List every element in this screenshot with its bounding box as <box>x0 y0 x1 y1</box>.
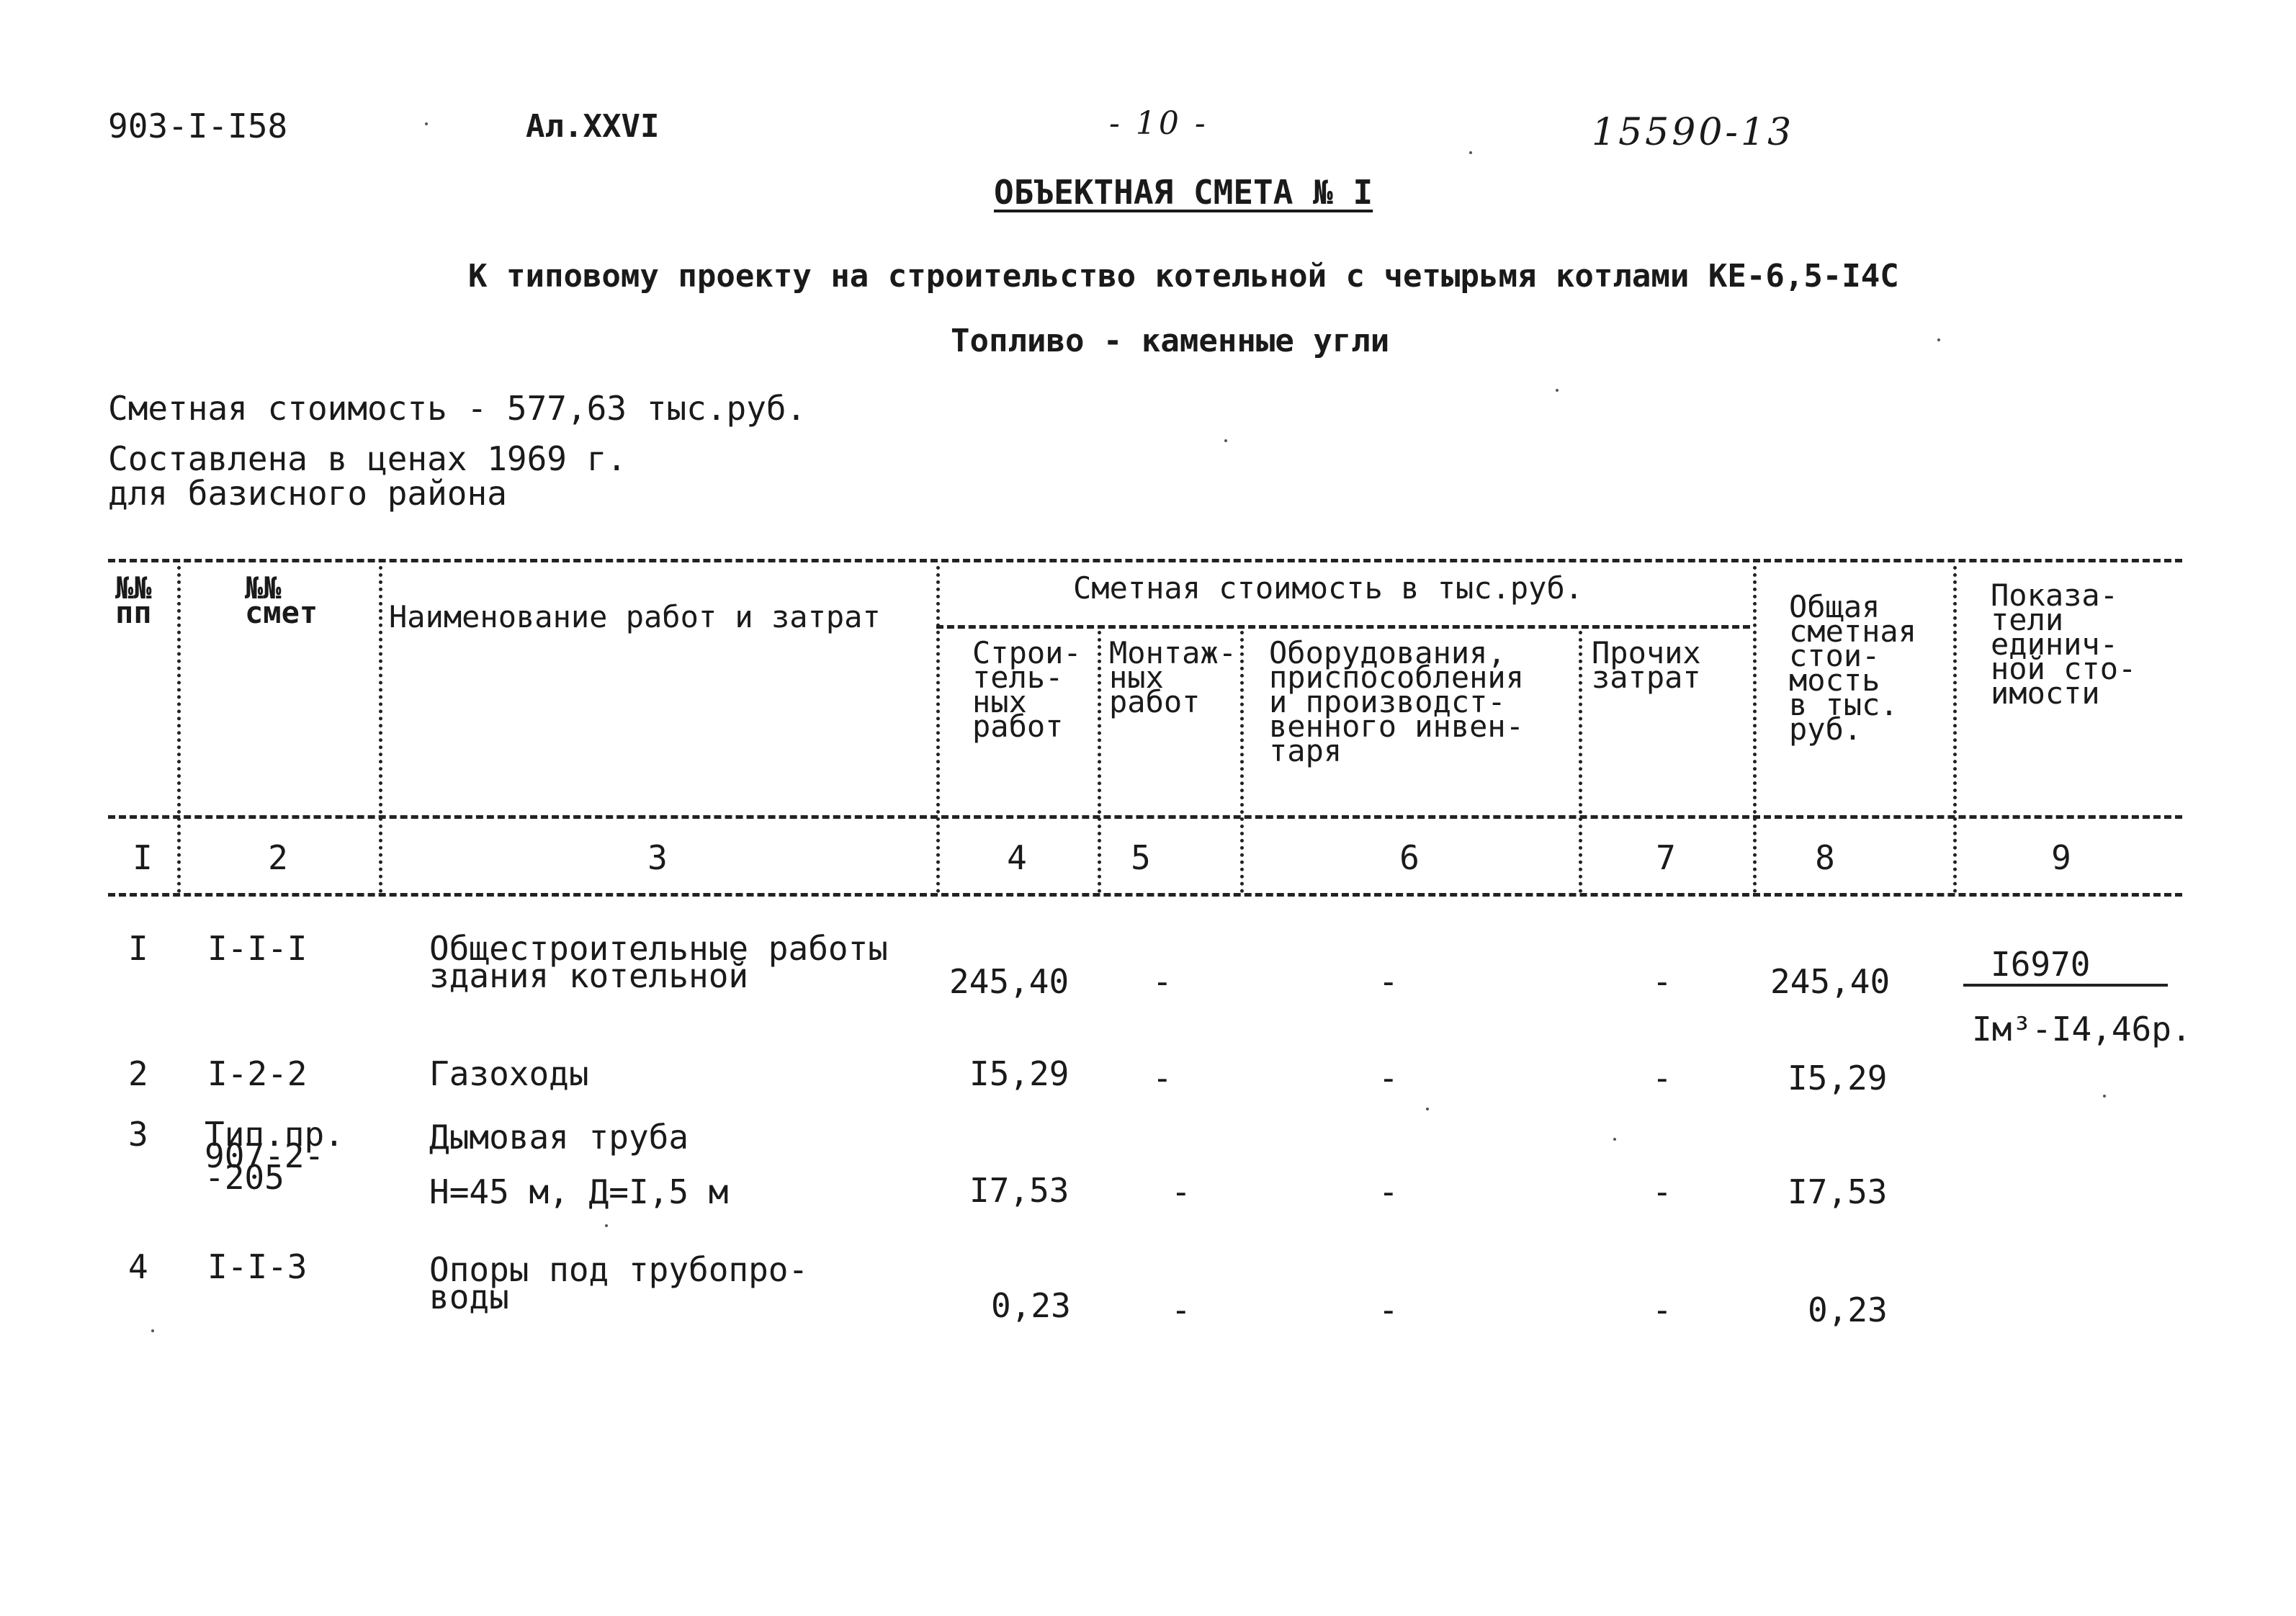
table-top-rule <box>108 559 2182 562</box>
work-name: Общестроительные работы здания котельной <box>429 929 888 995</box>
header-installation: Монтаж- ных работ <box>1109 635 1237 719</box>
estimate-number: Тип.пр. 907-2- -205 <box>205 1115 344 1197</box>
header-cost-group: Сметная стоимость в тыс.руб. <box>1073 570 1584 606</box>
estimate-number: I-I-3 <box>207 1247 308 1286</box>
scan-speck <box>1937 338 1940 341</box>
total-cost: 245,40 <box>1770 962 1891 1001</box>
header-indicators: Показа- тели единич- ной сто- имости <box>1991 578 2137 711</box>
work-name: Газоходы <box>429 1054 589 1093</box>
header-bottom-rule <box>108 815 2182 819</box>
indicator-fraction-line <box>1963 984 2168 987</box>
other-cost: - <box>1652 1059 1672 1097</box>
col-number-2: 2 <box>268 838 288 877</box>
handwritten-code: 15590-13 <box>1592 111 1795 154</box>
other-cost: - <box>1652 1172 1672 1211</box>
scan-speck <box>1426 1108 1429 1110</box>
scan-speck <box>605 1224 608 1227</box>
other-cost: - <box>1652 1290 1672 1329</box>
group-header-rule <box>936 625 1750 629</box>
col-number-3: 3 <box>647 838 668 877</box>
subtitle: К типовому проекту на строительство котельной с четырьмя котлами КЕ-6,5-I4С <box>468 258 1899 295</box>
header-equipment: Оборудования, приспособления и производст- венного инвен- таря <box>1269 635 1525 768</box>
installation-cost: - <box>1171 1290 1191 1329</box>
col-number-1: I <box>133 838 153 877</box>
header-total: Общая сметная стои- мость в тыс. руб. <box>1789 589 1917 747</box>
estimate-number: I-2-2 <box>207 1054 308 1093</box>
row-number: 2 <box>128 1054 148 1093</box>
column-number-rule <box>108 893 2182 897</box>
page-title: ОБЪЕКТНАЯ СМЕТА № I <box>994 173 1373 212</box>
col-number-5: 5 <box>1131 838 1151 877</box>
scan-speck <box>151 1329 154 1332</box>
work-name: Дымовая труба <box>429 1118 689 1157</box>
scan-speck <box>1469 151 1472 154</box>
equipment-cost: - <box>1378 962 1399 1001</box>
total-cost: I7,53 <box>1788 1172 1888 1211</box>
row-number: 3 <box>128 1115 148 1154</box>
row-number: I <box>128 929 148 968</box>
scan-speck <box>1224 439 1227 442</box>
equipment-cost: - <box>1378 1059 1399 1097</box>
document-code: 903-I-I58 <box>108 107 288 145</box>
col-number-8: 8 <box>1815 838 1835 877</box>
estimated-cost: Сметная стоимость - 577,63 тыс.руб. <box>108 389 807 428</box>
scan-speck <box>425 122 428 125</box>
equipment-cost: - <box>1378 1172 1399 1211</box>
header-other: Прочих затрат <box>1592 635 1701 695</box>
row-number: 4 <box>128 1247 148 1286</box>
other-cost: - <box>1652 962 1672 1001</box>
header-row-number: №№ пп <box>115 570 152 630</box>
header-work-name: Наименование работ и затрат <box>389 599 881 634</box>
total-cost: 0,23 <box>1808 1290 1888 1329</box>
total-cost: I5,29 <box>1788 1059 1888 1097</box>
col-number-4: 4 <box>1007 838 1027 877</box>
fuel-line: Топливо - каменные угли <box>951 323 1390 359</box>
construction-cost: I5,29 <box>969 1054 1069 1093</box>
region: для базисного района <box>108 474 507 513</box>
construction-cost: I7,53 <box>969 1171 1069 1210</box>
indicator-unit-cost: Iм³-I4,46р. <box>1972 1010 2192 1049</box>
installation-cost: - <box>1152 1059 1172 1097</box>
construction-cost: 245,40 <box>949 962 1069 1001</box>
col-number-6: 6 <box>1399 838 1420 877</box>
page-number: - 10 - <box>1109 105 1208 142</box>
estimate-number: I-I-I <box>207 929 308 968</box>
album-number: Ал.XXVI <box>526 108 660 145</box>
work-name: Опоры под трубопро- воды <box>429 1250 809 1316</box>
installation-cost: - <box>1171 1172 1191 1211</box>
indicator-volume: I6970 <box>1991 945 2091 984</box>
installation-cost: - <box>1152 962 1172 1001</box>
header-construction: Строи- тель- ных работ <box>972 635 1082 744</box>
work-name-detail: Н=45 м, Д=I,5 м <box>429 1172 729 1211</box>
price-year: Составлена в ценах 1969 г. <box>108 439 627 478</box>
scan-speck <box>2103 1095 2106 1097</box>
equipment-cost: - <box>1378 1290 1399 1329</box>
header-estimate-number: №№ смет <box>245 570 318 630</box>
scan-speck <box>1556 389 1559 392</box>
col-number-7: 7 <box>1656 838 1676 877</box>
col-number-9: 9 <box>2051 838 2071 877</box>
scan-speck <box>1613 1138 1616 1141</box>
construction-cost: 0,23 <box>991 1286 1071 1325</box>
